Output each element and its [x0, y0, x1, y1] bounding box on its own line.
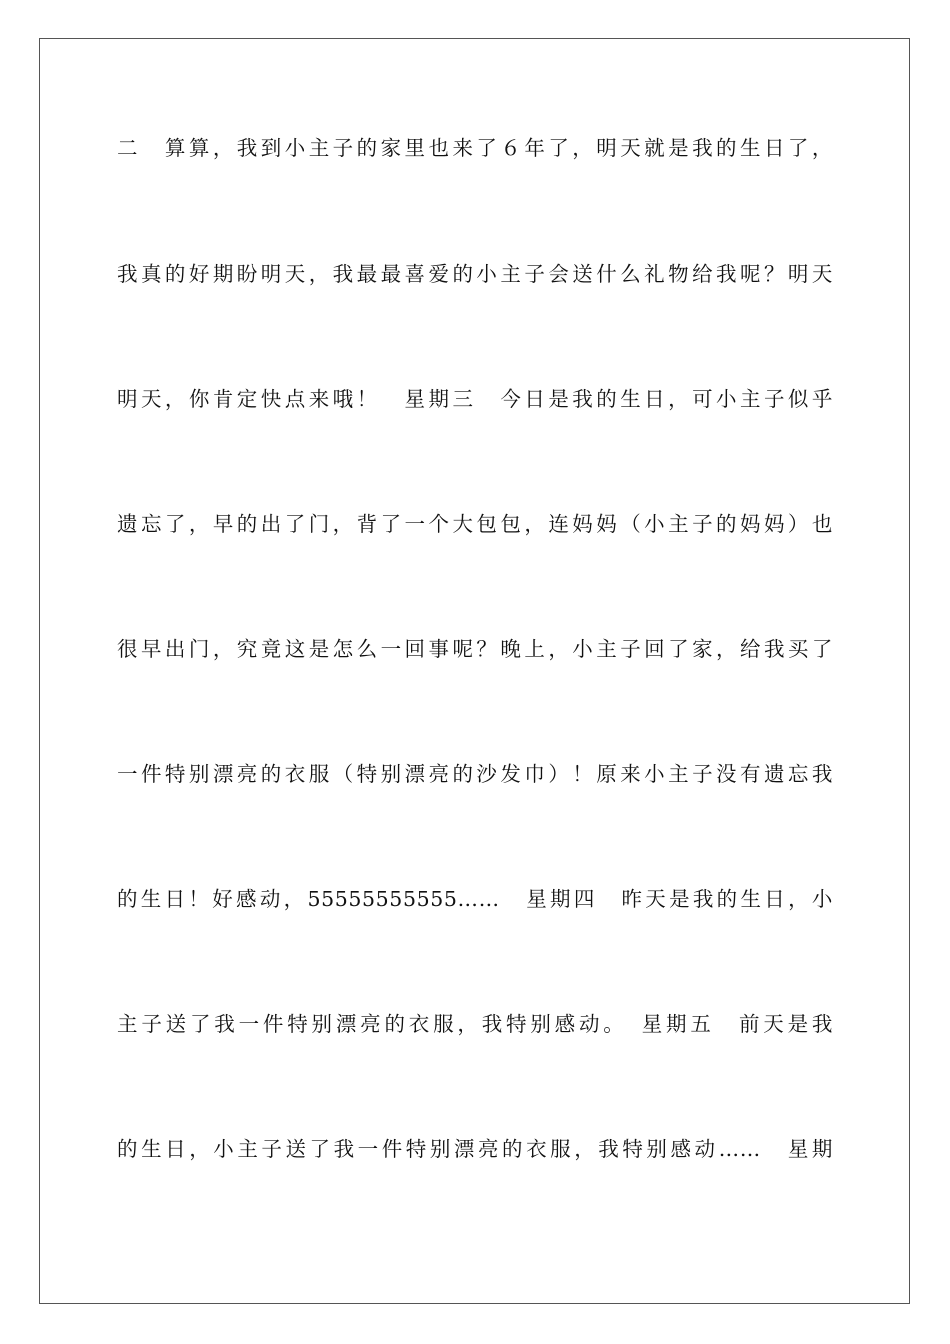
paragraph-line-8: 主子送了我一件特别漂亮的衣服，我特别感动。 星期五 前天是我 — [117, 1012, 833, 1036]
paragraph-line-3: 明天，你肯定快点来哦！ 星期三 今日是我的生日，可小主子似乎 — [117, 387, 833, 411]
paragraph-line-5: 很早出门，究竟这是怎么一回事呢？晚上，小主子回了家，给我买了 — [117, 637, 833, 661]
paragraph-line-1: 二 算算，我到小主子的家里也来了６年了，明天就是我的生日了， — [117, 136, 833, 160]
page-frame — [39, 38, 910, 1304]
paragraph-line-4: 遗忘了，早的出了门，背了一个大包包，连妈妈（小主子的妈妈）也 — [117, 512, 833, 536]
paragraph-line-9: 的生日，小主子送了我一件特别漂亮的衣服，我特别感动…… 星期 — [117, 1137, 833, 1161]
paragraph-line-6: 一件特别漂亮的衣服（特别漂亮的沙发巾）！原来小主子没有遗忘我 — [117, 762, 833, 786]
paragraph-line-7: 的生日！好感动，55555555555…… 星期四 昨天是我的生日，小 — [117, 887, 833, 911]
paragraph-line-2: 我真的好期盼明天，我最最喜爱的小主子会送什么礼物给我呢？明天 — [117, 262, 833, 286]
